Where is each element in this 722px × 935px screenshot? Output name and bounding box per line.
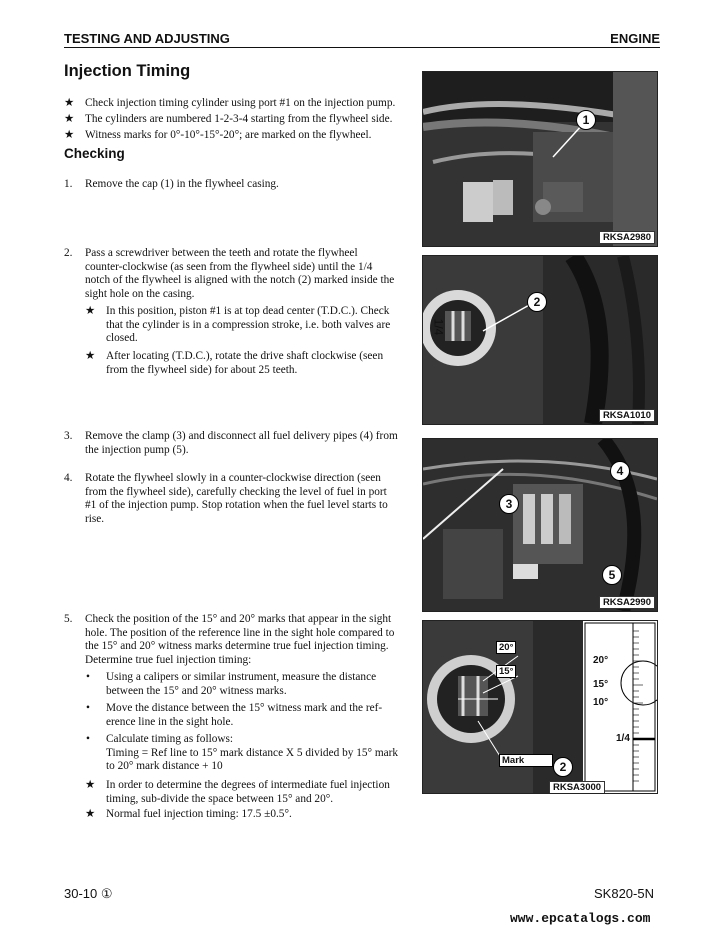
scale-15-label: 15° [593,679,609,690]
step-number: 2. [64,247,73,259]
figure-caption: RKSA2980 [599,231,655,244]
callout-1: 1 [576,110,596,130]
intro-line-1: Check injection timing cylinder using port #1 on the injection pump. [85,97,396,109]
callout-4: 4 [610,461,630,481]
step-5-bullet-1: Using a calipers or similar instrument, measure the distance between the 15° and 20° witness marks. [106,671,377,697]
callout-2: 2 [553,757,573,777]
star-icon: ★ [85,779,96,791]
sight-hole-photo-illustration [423,256,657,424]
notch-label: 1/4 [431,318,446,336]
scale-20-label: 20° [593,655,609,666]
step-3-text: Remove the clamp (3) and disconnect all fuel delivery pipes (4) from the injection pump (5). [85,430,398,456]
figure-injection-pump-port [422,71,658,247]
figure-caption: RKSA2990 [599,596,655,609]
figure-timing-marks [422,620,658,794]
callout-3: 3 [499,494,519,514]
figure-caption: RKSA3000 [549,781,605,794]
step-1-text: Remove the cap (1) in the flywheel casing. [85,178,279,190]
page-header [64,31,660,48]
step-number: 3. [64,430,73,442]
step-2-note-1: In this position, piston #1 is at top dead center (T.D.C.). Check that the cylinder is in a compression stroke, i.e. both valves are closed. [106,305,391,345]
figure-fuel-delivery-pipes [422,438,658,612]
star-icon: ★ [64,129,75,141]
intro-line-2: The cylinders are numbered 1-2-3-4 starting from the flywheel side. [85,113,393,125]
step-5-bullet-2: Move the distance between the 15° witness mark and the ref- erence line in the sight hole. [106,702,383,728]
watermark: www.epcatalogs.com [510,911,651,926]
bullet-icon: • [86,671,90,683]
step-number: 5. [64,613,73,625]
star-icon: ★ [64,113,75,125]
bullet-icon: • [86,702,90,714]
scale-10-label: 10° [593,697,609,708]
callout-2: 2 [527,292,547,312]
star-icon: ★ [85,305,96,317]
deg20-label: 20° [496,641,516,654]
checking-heading: Checking [64,146,125,161]
star-icon: ★ [64,97,75,109]
star-icon: ★ [85,808,96,820]
deg15-label: 15° [496,665,516,678]
step-5-text: Check the position of the 15° and 20° marks that appear in the sight hole. The position of the reference line in the sight hole compared to the 15° and 20° witness marks determine true fuel injection timing. Determine true fuel injection timing: [85,613,395,667]
step-number: 1. [64,178,73,190]
timing-marks-illustration [423,621,657,793]
figure-flywheel-sight-hole [422,255,658,425]
step-2-text: Pass a screwdriver between the teeth and rotate the flywheel counter-clockwise (as seen from the flywheel side) until the 1/4 notch of the flywheel is aligned with the notch (2) marked inside the sight hole on the casing. [85,247,395,301]
step-5-note-2: Normal fuel injection timing: 17.5 ±0.5°. [106,808,292,820]
engine-photo-illustration [423,72,657,246]
step-4-text: Rotate the flywheel slowly in a counter-clockwise direction (seen from the flywheel side), carefully checking the level of fuel in port #1 of the injection pump. Stop rotation when the fuel level starts to rise. [85,472,388,526]
step-2-note-2: After locating (T.D.C.), rotate the drive shaft clockwise (seen from the flywheel side) for about 25 teeth. [106,350,384,376]
step-5-bullet-3: Calculate timing as follows: Timing = Ref line to 15° mark distance X 5 divided by 15° mark to 20° mark distance + 10 [106,733,399,773]
mark-label: Mark [499,754,553,767]
star-icon: ★ [85,350,96,362]
scale-quarter-label: 1/4 [616,733,630,744]
callout-5: 5 [602,565,622,585]
step-number: 4. [64,472,73,484]
page-title: Injection Timing [64,62,191,80]
intro-line-3: Witness marks for 0°-10°-15°-20°; are marked on the flywheel. [85,129,372,141]
figure-caption: RKSA1010 [599,409,655,422]
bullet-icon: • [86,733,90,745]
section-title: TESTING AND ADJUSTING [64,31,230,46]
page-number: 30-10 ① [64,886,113,901]
model-number: SK820-5N [594,886,654,901]
chapter-title: ENGINE [610,31,660,46]
step-5-note-1: In order to determine the degrees of intermediate fuel injection timing, sub-divide the space between 15° and 20°. [106,779,390,805]
